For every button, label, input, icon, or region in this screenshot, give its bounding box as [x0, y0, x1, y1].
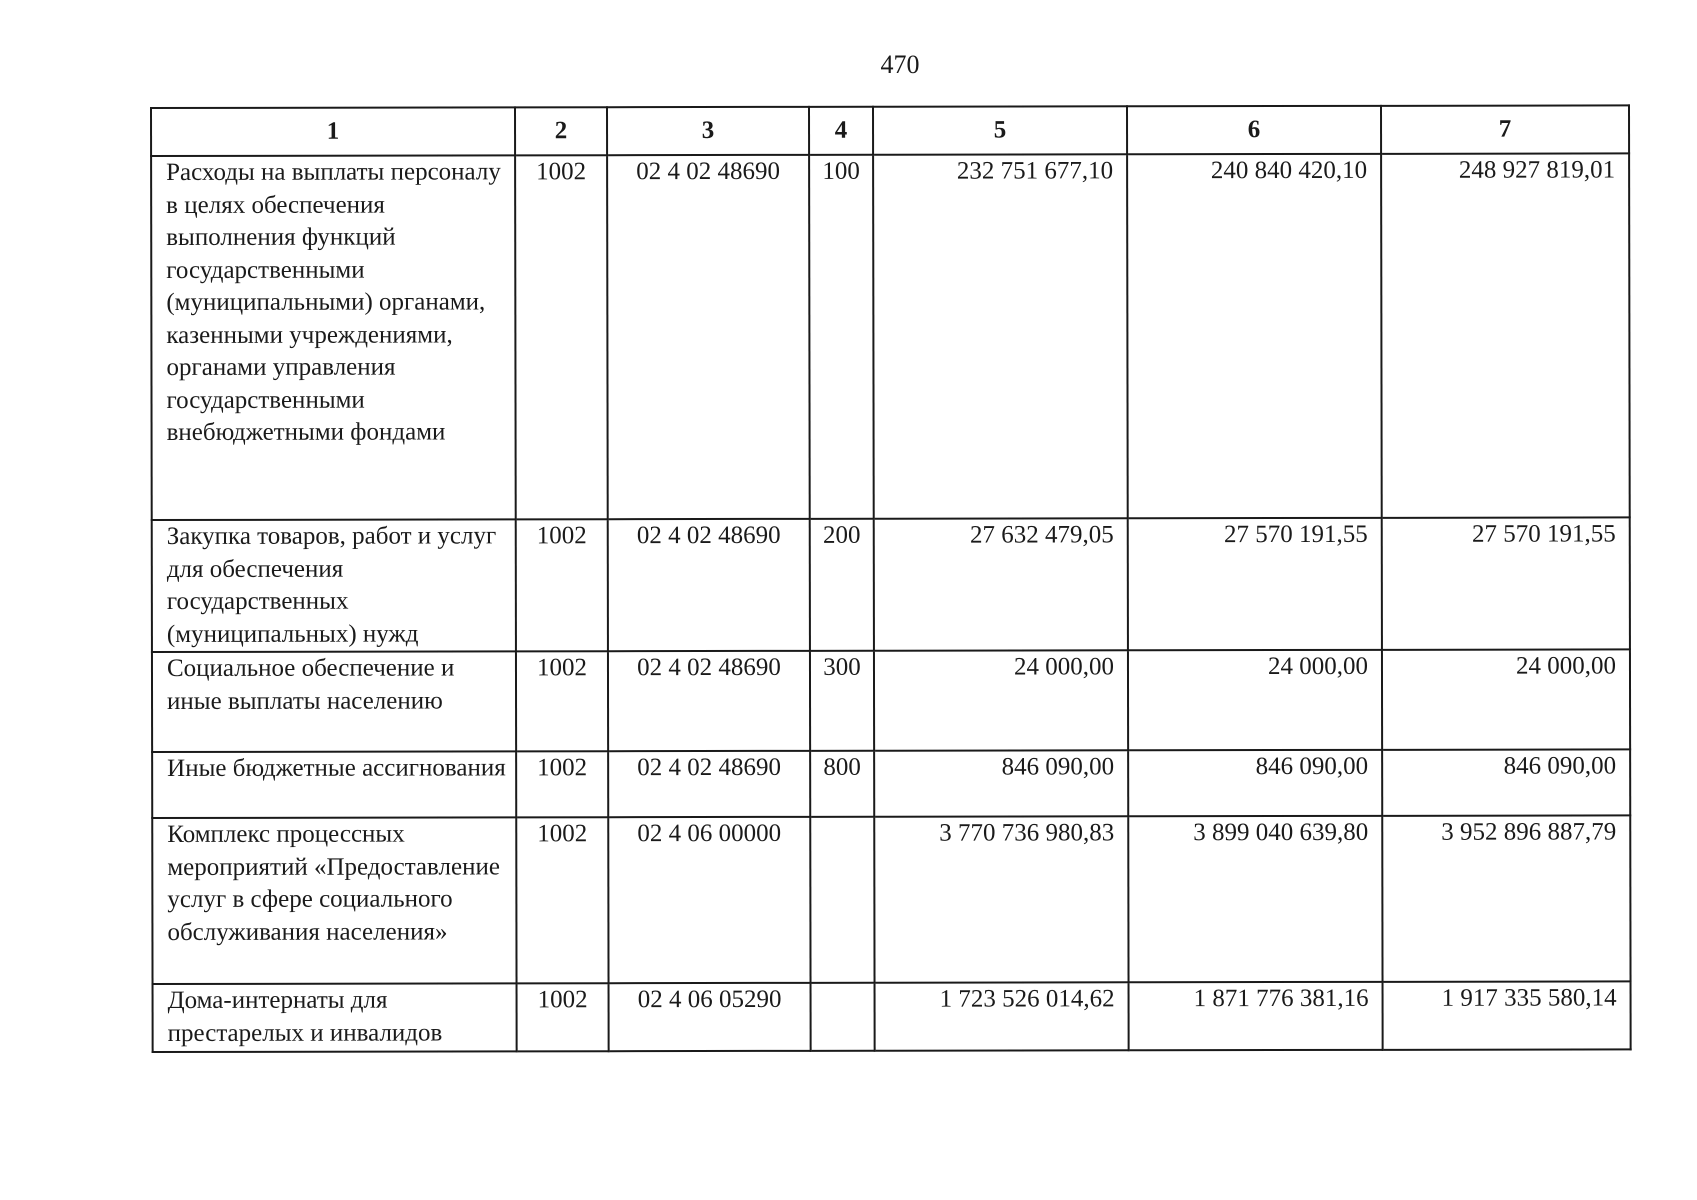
- amount-cell-year3: 248 927 819,01: [1381, 153, 1630, 517]
- table-row: [151, 153, 1630, 520]
- row-name-cell: Комплекс процессных мероприятий «Предоставление услуг в сфере социального обслуживания населения»: [152, 817, 516, 984]
- amount-cell-year2: 27 570 191,55: [1128, 518, 1382, 650]
- table-row: [152, 517, 1630, 652]
- section-code-cell: 1002: [517, 983, 609, 1051]
- amount-cell-year2: 3 899 040 639,80: [1128, 816, 1382, 982]
- target-article-cell: 02 4 06 05290: [609, 983, 811, 1051]
- target-article-cell: 02 4 02 48690: [608, 651, 810, 751]
- target-article-cell: 02 4 06 00000: [608, 817, 810, 983]
- column-header-2: 2: [515, 107, 607, 155]
- section-code-cell: 1002: [516, 817, 608, 983]
- column-header-1: 1: [151, 107, 515, 156]
- amount-cell-year2: 1 871 776 381,16: [1129, 982, 1383, 1050]
- expense-type-cell: 300: [810, 651, 874, 751]
- amount-cell-year3: 846 090,00: [1382, 749, 1630, 815]
- amount-cell-year3: 3 952 896 887,79: [1382, 815, 1630, 981]
- expense-type-cell: [810, 817, 874, 983]
- section-code-cell: 1002: [515, 155, 608, 519]
- section-code-cell: 1002: [516, 519, 608, 651]
- table-row: [152, 649, 1630, 752]
- row-name-cell: Расходы на выплаты персоналу в целях обеспечения выполнения функций государственными (муниципальными) органами, казенными учреждениями, органами управления государственными внебюджетными фондами: [151, 155, 516, 520]
- row-name-cell: Социальное обеспечение и иные выплаты населению: [152, 651, 516, 752]
- column-header-7: 7: [1381, 105, 1629, 153]
- amount-cell-year2: 846 090,00: [1128, 750, 1382, 816]
- amount-cell-year1: 232 751 677,10: [873, 154, 1128, 518]
- header-row: [151, 105, 1629, 156]
- expense-type-cell: 800: [810, 751, 874, 817]
- expense-type-cell: [811, 983, 875, 1051]
- section-code-cell: 1002: [516, 651, 608, 751]
- table-row: [152, 749, 1630, 818]
- expense-type-cell: 200: [810, 519, 874, 651]
- table-row: [153, 981, 1631, 1052]
- page-number: 470: [880, 50, 920, 79]
- row-name-cell: Иные бюджетные ассигнования: [152, 751, 516, 818]
- column-header-3: 3: [607, 107, 809, 155]
- amount-cell-year3: 27 570 191,55: [1382, 517, 1630, 649]
- target-article-cell: 02 4 02 48690: [608, 519, 810, 651]
- target-article-cell: 02 4 02 48690: [607, 155, 810, 519]
- target-article-cell: 02 4 02 48690: [608, 751, 810, 817]
- section-code-cell: 1002: [516, 751, 608, 817]
- amount-cell-year1: 24 000,00: [874, 650, 1128, 750]
- row-name-cell: Закупка товаров, работ и услуг для обеспечения государственных (муниципальных) нужд: [152, 519, 516, 652]
- amount-cell-year3: 1 917 335 580,14: [1383, 981, 1631, 1049]
- column-header-6: 6: [1127, 106, 1381, 154]
- amount-cell-year1: 27 632 479,05: [874, 518, 1128, 650]
- expense-type-cell: 100: [809, 155, 874, 519]
- table-row: [152, 815, 1630, 984]
- budget-table: [150, 104, 1632, 1053]
- amount-cell-year2: 24 000,00: [1128, 650, 1382, 750]
- column-header-5: 5: [873, 106, 1127, 154]
- amount-cell-year1: 3 770 736 980,83: [874, 816, 1128, 982]
- row-name-cell: Дома-интернаты для престарелых и инвалидов: [153, 983, 517, 1052]
- amount-cell-year2: 240 840 420,10: [1127, 154, 1382, 518]
- amount-cell-year3: 24 000,00: [1382, 649, 1630, 749]
- amount-cell-year1: 1 723 526 014,62: [875, 982, 1129, 1050]
- amount-cell-year1: 846 090,00: [874, 750, 1128, 816]
- column-header-4: 4: [809, 107, 873, 155]
